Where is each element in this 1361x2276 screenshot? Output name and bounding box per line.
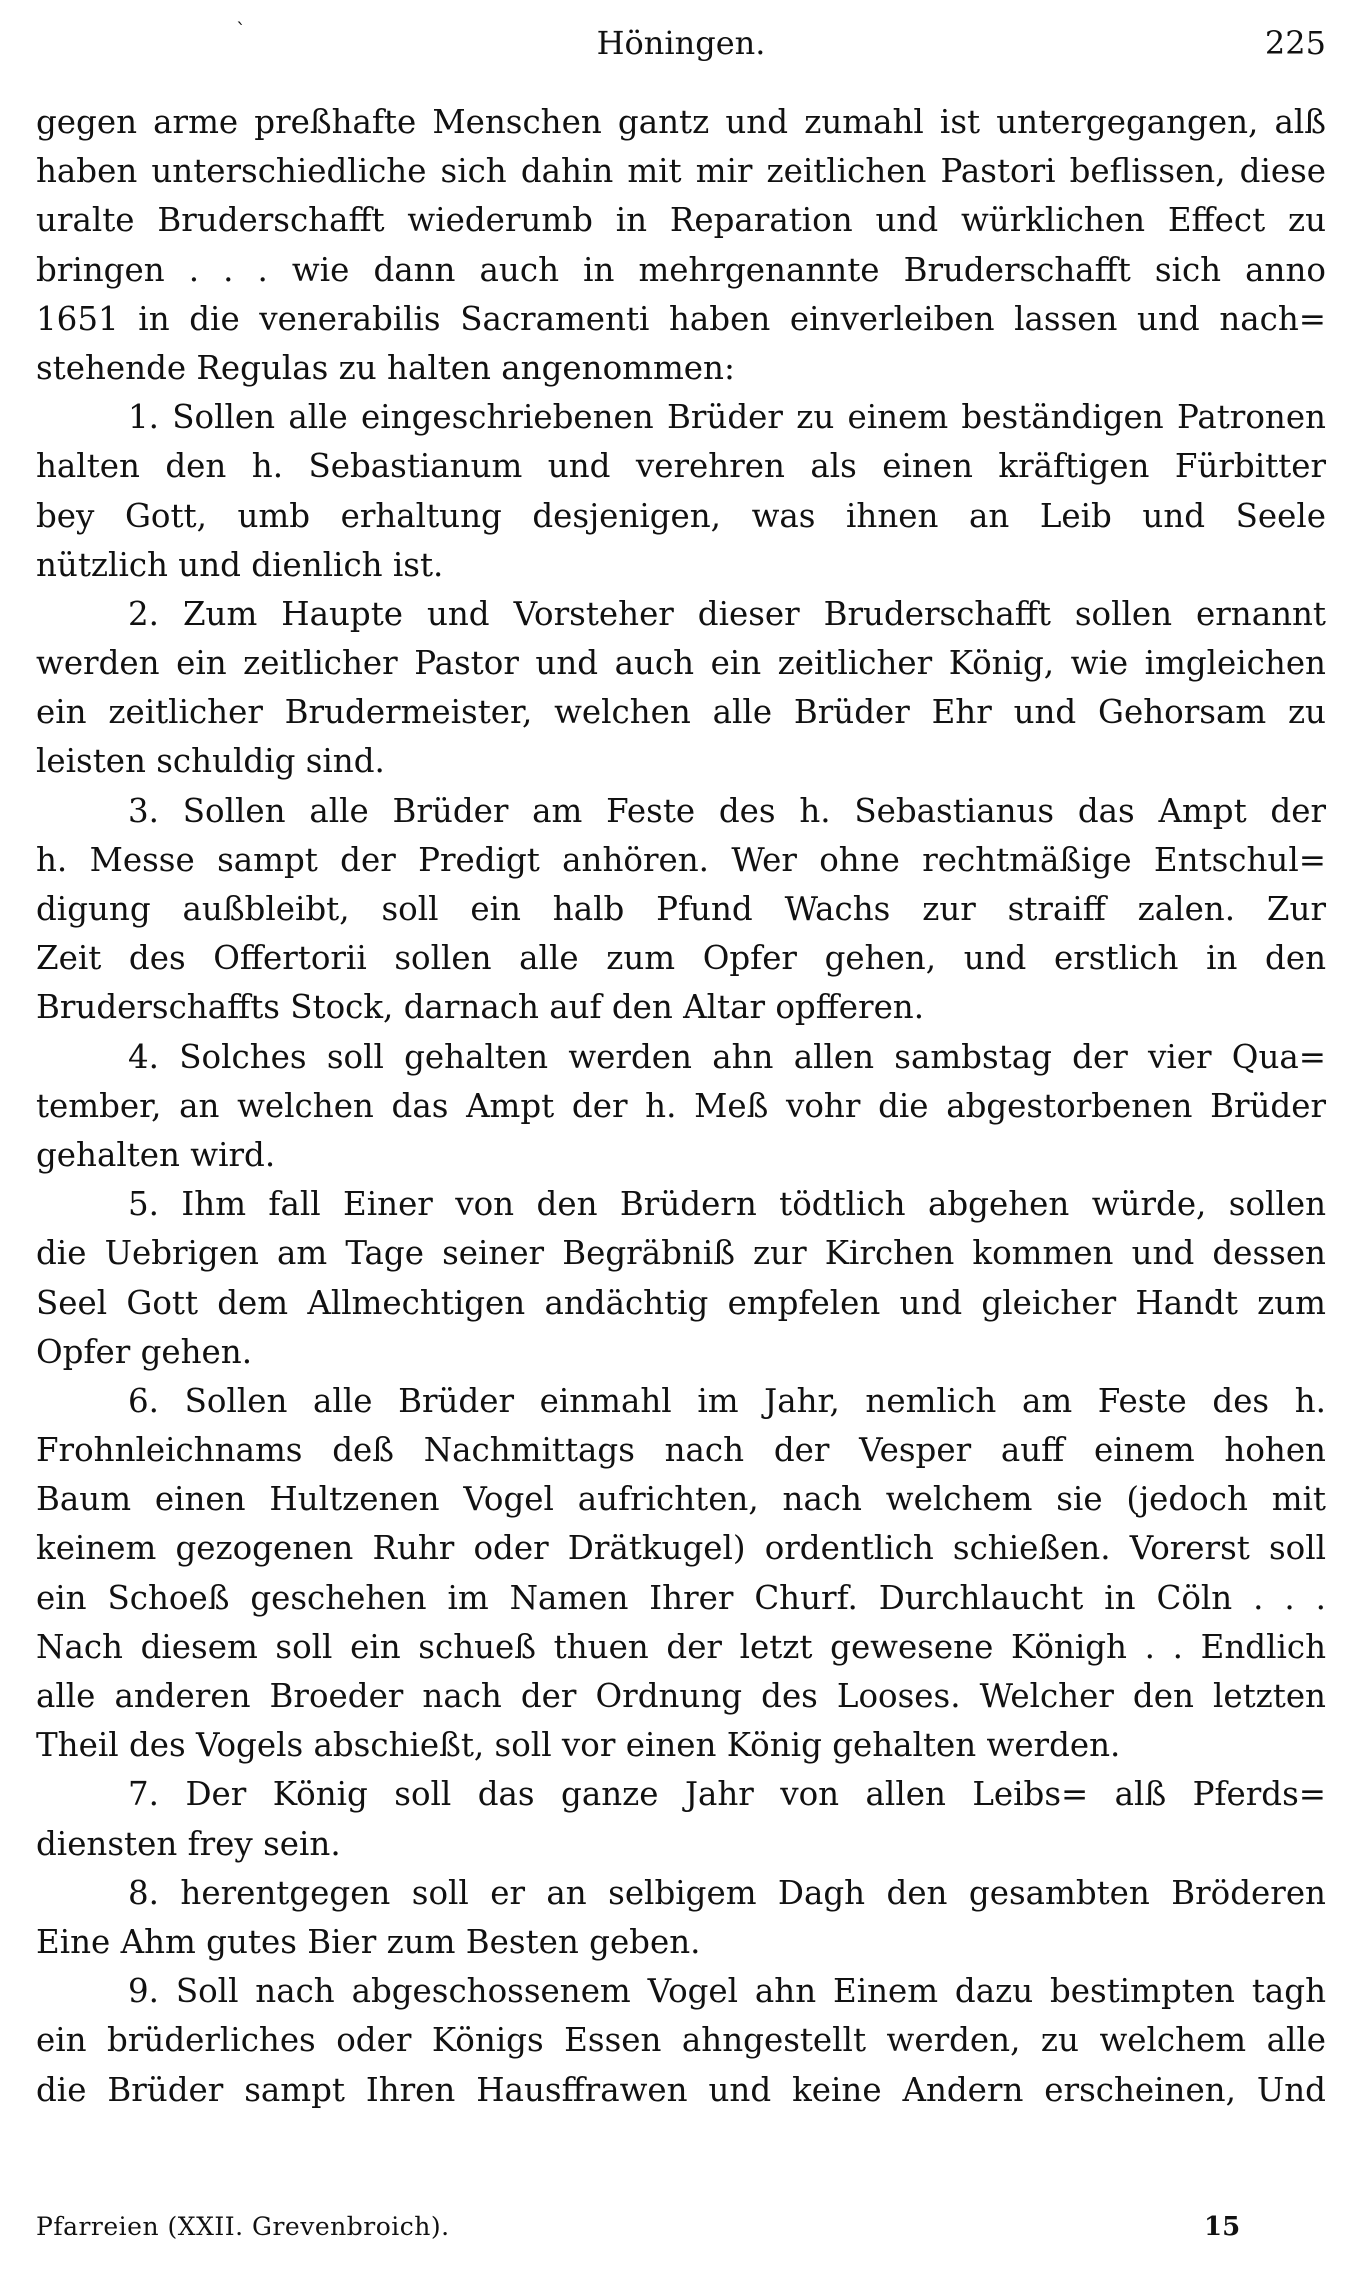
text-line: h. Messe sampt der Predigt anhören. Wer ohne rechtmäßige Entschul=	[36, 840, 1326, 879]
text-line: nützlich und dienlich ist.	[36, 545, 444, 584]
text-line: keinem gezogenen Ruhr oder Drätkugel) ordentlich schießen. Vorerst soll	[36, 1529, 1326, 1568]
text-line: Nach diesem soll ein schueß thuen der letzt gewesene Königh . . Endlich	[36, 1627, 1326, 1666]
text-line: Eine Ahm gutes Bier zum Besten geben.	[36, 1922, 701, 1961]
text-line: ein brüderliches oder Königs Essen ahngestellt werden, zu welchem alle	[36, 2021, 1326, 2060]
text-line: die Uebrigen am Tage seiner Begräbniß zur Kirchen kommen und dessen	[36, 1234, 1326, 1273]
signature-mark-text: Pfarreien (XXII. Grevenbroich).	[36, 2212, 450, 2241]
text-line: 2. Zum Haupte und Vorsteher dieser Bruderschafft sollen ernannt	[128, 594, 1326, 633]
page-footer	[36, 2212, 1241, 2252]
text-line: haben unterschiedliche sich dahin mit mir zeitlichen Pastori beflissen, diese	[36, 152, 1326, 191]
text-line: ein zeitlicher Brudermeister, welchen alle Brüder Ehr und Gehorsam zu	[36, 693, 1326, 732]
text-line: halten den h. Sebastianum und verehren als einen kräftigen Fürbitter	[36, 447, 1326, 486]
text-line: 4. Solches soll gehalten werden ahn allen sambstag der vier Qua=	[128, 1037, 1326, 1076]
text-line: uralte Bruderschafft wiederumb in Reparation und würklichen Effect zu	[36, 201, 1326, 240]
text-line: werden ein zeitlicher Pastor und auch ein zeitlicher König, wie imgleichen	[36, 644, 1326, 683]
signature-number: 15	[1204, 2212, 1241, 2242]
text-line: Zeit des Offertorii sollen alle zum Opfer gehen, und erstlich in den	[36, 939, 1326, 978]
text-line: Frohnleichnams deß Nachmittags nach der Vesper auff einem hohen	[36, 1431, 1326, 1470]
body-text	[36, 98, 1326, 2115]
text-line: ein Schoeß geschehen im Namen Ihrer Churf. Durchlaucht in Cöln . . .	[36, 1578, 1326, 1617]
text-line: Bruderschaffts Stock, darnach auf den Altar opfferen.	[36, 988, 925, 1027]
text-line: 1651 in die venerabilis Sacramenti haben einverleiben lassen und nach=	[36, 299, 1326, 338]
text-line: Seel Gott dem Allmechtigen andächtig empfelen und gleicher Handt zum	[36, 1283, 1326, 1322]
text-line: stehende Regulas zu halten angenommen:	[36, 348, 735, 387]
text-line: 8. herentgegen soll er an selbigem Dagh den gesambten Bröderen	[128, 1873, 1326, 1912]
text-line: gehalten wird.	[36, 1135, 276, 1174]
text-line: gegen arme preßhafte Menschen gantz und zumahl ist untergegangen, alß	[36, 103, 1326, 141]
text-line: 6. Sollen alle Brüder einmahl im Jahr, nemlich am Feste des h.	[128, 1381, 1326, 1420]
text-line: digung außbleibt, soll ein halb Pfund Wachs zur straiff zalen. Zur	[36, 890, 1326, 928]
text-line: tember, an welchen das Ampt der h. Meß vohr die abgestorbenen Brüder	[36, 1086, 1326, 1125]
text-line: 7. Der König soll das ganze Jahr von allen Leibs= alß Pferds=	[128, 1775, 1326, 1814]
text-line: 9. Soll nach abgeschossenem Vogel ahn Einem dazu bestimpten tagh	[128, 1972, 1326, 2011]
text-line: leisten schuldig sind.	[36, 742, 385, 781]
text-line: bey Gott, umb erhaltung desjenigen, was ihnen an Leib und Seele	[36, 496, 1326, 535]
text-line: Theil des Vogels abschießt, soll vor einen König gehalten werden.	[36, 1726, 1121, 1765]
text-line: alle anderen Broeder nach der Ordnung des Looses. Welcher den letzten	[36, 1677, 1326, 1715]
text-line: 1. Sollen alle eingeschriebenen Brüder zu einem beständigen Patronen	[128, 398, 1326, 437]
text-line: Opfer gehen.	[36, 1332, 253, 1371]
text-line: bringen . . . wie dann auch in mehrgenannte Bruderschafft sich anno	[36, 250, 1326, 289]
page-header	[36, 18, 1326, 78]
page-number: 225	[1264, 24, 1326, 62]
text-line: Baum einen Hultzenen Vogel aufrichten, nach welchem sie (jedoch mit	[36, 1480, 1326, 1519]
text-line: 5. Ihm fall Einer von den Brüdern tödtlich abgehen würde, sollen	[128, 1185, 1326, 1224]
running-title: Höningen.	[596, 24, 766, 62]
header-mark: `	[236, 18, 246, 42]
text-line: 3. Sollen alle Brüder am Feste des h. Sebastianus das Ampt der	[128, 791, 1326, 830]
text-line: die Brüder sampt Ihren Hausffrawen und keine Andern erscheinen, Und	[36, 2070, 1326, 2109]
text-line: diensten frey sein.	[36, 1824, 341, 1863]
